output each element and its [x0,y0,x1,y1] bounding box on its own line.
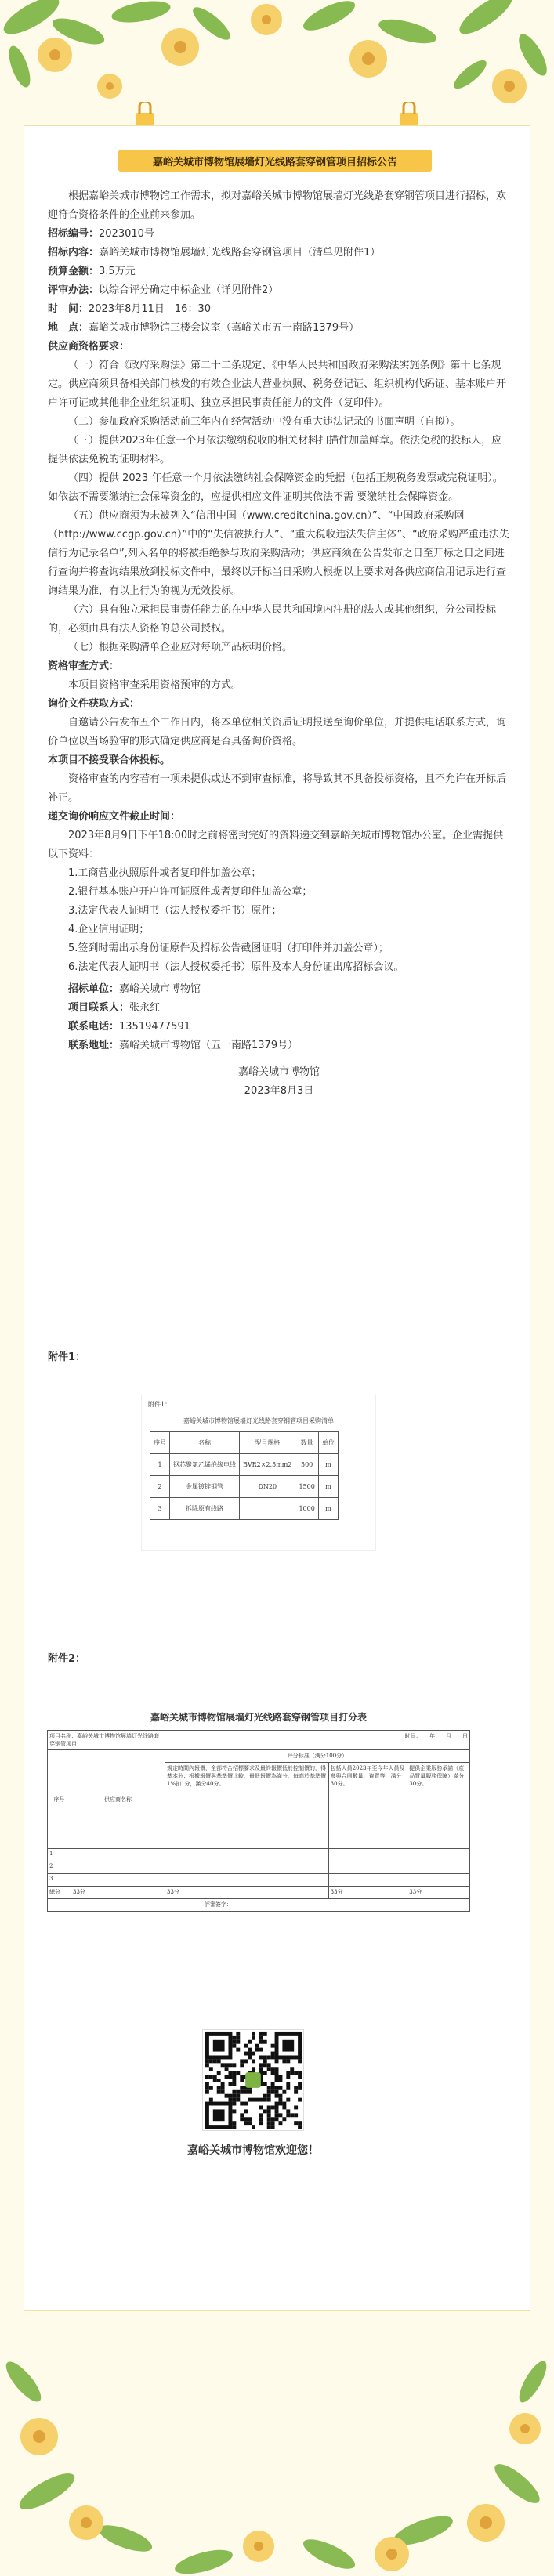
annex1-cell: 1000 [295,1498,318,1520]
annex2-cell [407,1874,470,1887]
review-heading: 资格审查方式： [48,660,120,672]
annex1-row [150,1454,339,1476]
annex2-total-label: 總分 [48,1887,71,1899]
annex1-cell: 500 [295,1454,318,1476]
annex2-total-mark: 33分 [407,1887,470,1899]
annex1-col-header: 序号 [150,1432,170,1454]
annex2-criterion: 提供企業服務承諾（產品質量服務保障）滿分30分。 [407,1763,470,1849]
annex2-project-label: 项目名称：嘉峪关城市博物馆展墙灯光线路套穿钢管项目 [48,1731,165,1750]
field-value: 2023年8月11日 16：30 [89,303,211,315]
annex1-cell: 钢芯聚氯乙烯绝缘电线 [170,1454,240,1476]
contact-row [48,1018,510,1037]
annex2-cell [165,1874,329,1887]
annex1-col-header: 数量 [295,1432,318,1454]
annex2-row-no: 3 [48,1874,71,1887]
annex1-cell: 拆除原有线路 [170,1498,240,1520]
requirement-item: （三）提供2023年任意一个月依法缴纳税收的相关材料扫描件加盖鲜章。依法免税的投标人，应提供依法免税的证明材料。 [48,435,502,465]
contact-label: 联系电话： [68,1021,120,1033]
field-value: 以综合评分确定中标企业（详见附件2） [99,284,279,296]
annex1-col-header: 名称 [170,1432,240,1454]
qr-block [175,2029,331,2158]
qr-code-icon[interactable] [202,2029,304,2131]
field-value: 3.5万元 [99,266,136,277]
contact-label: 招标单位： [68,983,120,995]
signature-org: 嘉峪关城市博物馆 [237,1066,320,1078]
field-label: 预算金额： [48,266,100,277]
field-value: 2023010号 [99,228,154,240]
field-label: 地 点： [48,322,89,334]
annex2-row [48,1849,470,1861]
announcement-card [24,125,530,2311]
annex1-heading: 附件1： [48,1351,86,1363]
annex2-col-bidder: 供应商名称 [71,1750,165,1849]
annex1-cell: m [318,1498,338,1520]
materials-list [48,864,510,977]
requirements-list [48,356,510,657]
tender-field [48,262,510,281]
floral-footer-decoration [0,2335,554,2576]
material-item: 5.签到时需出示身份证原件及招标公告截图证明（打印件并加盖公章）； [68,942,389,954]
annex1-table [150,1431,339,1520]
requirement-item: （五）供应商须为未被列入“信用中国（www.creditchina.gov.cn）”、“中国政府采购网（http://www.ccgp.gov.cn）”中的“失信被执行人”、“重大税收违法失信主体”、“政府采购严重违法失信行为记录名单”,列入名单的将被拒绝参与政府采购活动；供应商须在公告发布之日至开标之日之间进行查询并将查询结果放到投标文件中，最终以开标当日采购人根据以上要求对各供应商信用记录进行查询结果为准，有以上行为的视为无效投标。 [48,510,509,597]
annex1-document [141,1395,376,1551]
announcement-body [48,187,510,1101]
annex2-cell [71,1861,165,1874]
requirements-heading: 供应商资格要求： [48,341,130,353]
annex2-heading: 附件2： [48,1653,86,1665]
field-label: 招标内容： [48,247,100,259]
annex2-total-mark: 33分 [165,1887,329,1899]
material-item: 1.工商营业执照原件或者复印件加盖公章； [68,867,262,879]
annex1-cell: 2 [150,1476,170,1498]
deadline-heading: 递交询价响应文件截止时间： [48,811,181,823]
contact-value: 嘉峪关城市博物馆 [119,983,201,995]
contact-label: 项目联系人： [68,1002,130,1014]
annex1-cell: 1 [150,1454,170,1476]
requirement-item: （二）参加政府采购活动前三年内在经营活动中没有重大违法记录的书面声明（自拟）。 [68,416,461,428]
tender-field [48,319,510,338]
annex2-cell [328,1861,407,1874]
signature-date: 2023年8月3日 [244,1085,314,1097]
annex1-cell: 3 [150,1498,170,1520]
annex2-row [48,1861,470,1874]
annex1-cell: DN20 [240,1476,295,1498]
annex2-row [48,1874,470,1887]
annex1-cell: 金属镀锌钢管 [170,1476,240,1498]
annex2-score-header: 评分标准（满分100分） [165,1750,470,1763]
field-label: 招标编号： [48,228,100,240]
annex1-cell: m [318,1454,338,1476]
annex2-criterion: 規定時間內報價，全部符合招標要求及最終報價低於控制價的，得基本分；根據報價與基準價比較，最低報價為滿分，每高於基準價1%扣1分，滿分40分。 [165,1763,329,1849]
qr-caption: 嘉峪关城市博物馆欢迎您！ [187,2144,319,2157]
annex2-total-mark: 33分 [71,1887,165,1899]
contact-row [48,980,510,999]
tender-field [48,225,510,244]
annex2-document [47,1704,470,1939]
contact-value: 张永红 [129,1002,161,1014]
contact-info [48,980,510,1055]
tender-fields [48,225,510,338]
contact-label: 联系地址： [68,1040,120,1051]
material-item: 2.银行基本账户开户许可证原件或者复印件加盖公章； [68,886,313,898]
requirement-item: （七）根据采购清单企业应对每项产品标明价格。 [68,642,293,653]
annex2-signature: 評審簽字： [48,1899,470,1912]
obtain-heading: 询价文件获取方式： [48,698,140,710]
annex1-cell: BVR2×2.5mm2 [240,1454,295,1476]
tender-field [48,281,510,300]
annex1-col-header: 单位 [318,1432,338,1454]
annex2-cell [165,1861,329,1874]
deadline-text: 2023年8月9日下午18:00时之前将密封完好的资料递交到嘉峪关城市博物馆办公室。企业需提供以下资料： [48,830,504,860]
annex2-cell [165,1849,329,1861]
annex1-doc-label: 附件1： [148,1401,172,1408]
annex2-row-no: 1 [48,1849,71,1861]
annex2-cell [71,1849,165,1861]
annex2-time-label: 时间： 年 月 日 [165,1731,470,1750]
requirement-item: （四）提供 2023 年任意一个月依法缴纳社会保障资金的凭据（包括正规税务发票或完税证明）。如依法不需要缴纳社会保障资金的，应提供相应文件证明其依法不需 要缴纳社会保障资金。 [48,472,503,503]
contact-row [48,1037,510,1055]
annex1-doc-title: 嘉峪关城市博物馆展墙灯光线路套穿钢管项目采购清单 [183,1417,334,1424]
field-value: 嘉峪关城市博物馆展墙灯光线路套穿钢管项目（清单见附件1） [99,247,381,259]
annex1-row [150,1476,339,1498]
joint-bid-text: 资格审查的内容若有一项未提供或达不到审查标准，将导致其不具备投标资格，且不允许在开标后补正。 [48,773,507,804]
contact-value: 13519477591 [119,1021,190,1033]
annex2-col-no: 序号 [48,1750,71,1849]
annex1-cell [240,1498,295,1520]
field-label: 时 间： [48,303,89,315]
review-text: 本项目资格审查采用资格预审的方式。 [68,679,242,691]
obtain-text: 自邀请公告发布五个工作日内，将本单位相关资质证明报送至询价单位，并提供电话联系方式，询价单位以当场验审的形式确定供应商是否具备询价资格。 [48,717,507,747]
annex2-doc-title: 嘉峪关城市博物馆展墙灯光线路套穿钢管项目打分表 [150,1712,367,1723]
annex1-col-header: 型号规格 [240,1432,295,1454]
field-label: 评审办法： [48,284,100,296]
annex1-row [150,1498,339,1520]
annex2-cell [328,1874,407,1887]
material-item: 3.法定代表人证明书（法人授权委托书）原件； [68,905,282,917]
intro-text: 根据嘉峪关城市博物馆工作需求，拟对嘉峪关城市博物馆展墙灯光线路套穿钢管项目进行招标，欢迎符合资格条件的企业前来参加。 [48,190,507,221]
announcement-title: 嘉峪关城市博物馆展墙灯光线路套穿钢管项目招标公告 [152,156,397,168]
floral-header-decoration [0,0,554,125]
field-value: 嘉峪关城市博物馆三楼会议室（嘉峪关市五一南路1379号） [89,322,360,334]
annex2-criterion: 包括人員2023年至今年人員及參與合同數量、資質等，滿分30分。 [328,1763,407,1849]
tender-field [48,244,510,262]
annex2-table [47,1730,470,1912]
annex2-cell [71,1874,165,1887]
annex2-cell [407,1861,470,1874]
contact-value: 嘉峪关城市博物馆（五一南路1379号） [119,1040,299,1051]
annex2-cell [407,1849,470,1861]
material-item: 4.企业信用证明； [68,924,150,935]
announcement-title-bar [118,150,432,172]
joint-bid-heading: 本项目不接受联合体投标。 [48,754,171,766]
annex2-row-no: 2 [48,1861,71,1874]
contact-row [48,999,510,1018]
annex2-total-mark: 33分 [328,1887,407,1899]
material-item: 6.法定代表人证明书（法人授权委托书）原件及本人身份证出席招标会议。 [68,961,404,973]
annex1-cell: m [318,1476,338,1498]
requirement-item: （六）具有独立承担民事责任能力的在中华人民共和国境内注册的法人或其他组织，分公司投标的，必须由具有法人资格的总公司授权。 [48,604,497,635]
annex1-cell: 1500 [295,1476,318,1498]
tender-field [48,300,510,319]
requirement-item: （一）符合《政府采购法》第二十二条规定、《中华人民共和国政府采购法实施条例》第十七条规定。供应商须具备相关部门核发的有效企业法人营业执照、税务登记证、组织机构代码证、基本账户开户许可证或其他非企业组织证明、独立承担民事责任能力的文件（复印件）。 [48,360,507,409]
annex2-cell [328,1849,407,1861]
